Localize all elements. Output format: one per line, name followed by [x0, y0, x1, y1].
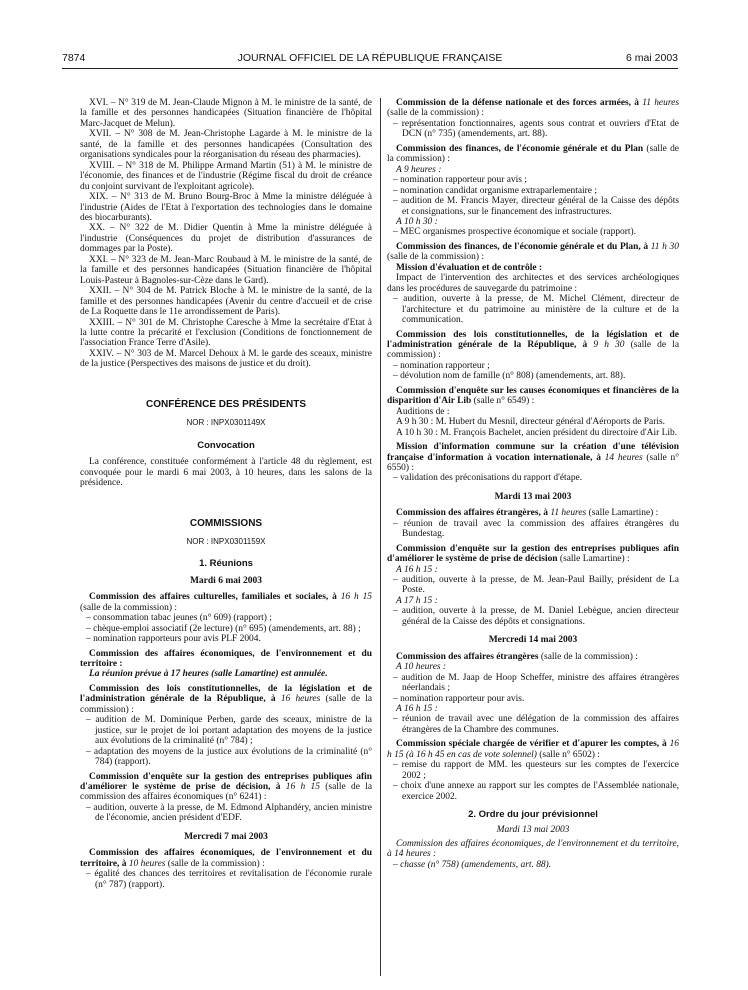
agenda-item: – choix d'une annexe au rapport sur les comptes de l'Assemblée nationale, exercice 2002. [393, 781, 679, 802]
commission-entry: Commission des finances, de l'économie générale et du Plan (salle de la commission) : [387, 143, 679, 165]
agenda-item: – dévolution nom de famille (n° 808) (amendements, art. 88). [393, 371, 626, 382]
left-column [80, 98, 372, 890]
agenda-item: – audition de M. Dominique Perben, garde des sceaux, ministre de la justice, sur le projet de loi portant adaptation des moyens de la justice aux évolutions de la criminalité (n° 784) ; [86, 715, 372, 747]
day-heading: Mardi 13 mai 2003 [496, 824, 570, 835]
agenda-item: – audition de M. Francis Mayer, directeur général de la Caisse des dépôts et consignations, sur le financement des infrastructures. [393, 196, 679, 217]
question-list [80, 98, 372, 370]
issue-date: 6 mai 2003 [626, 52, 678, 64]
audition-item: A 9 h 30 : M. Hubert du Mesnil, directeur général d'Aéroports de Paris. [396, 417, 666, 428]
time-slot: A 9 heures : [396, 164, 442, 175]
agenda-item: – réunion de travail avec une délégation de la commission des affaires étrangères de la Chambre des communes. [393, 714, 679, 735]
commission-entry: Commission d'enquête sur la gestion des entreprises publiques afin d'améliorer le système de prise de décision (salle Lamartine) : [387, 543, 679, 565]
question-item: XVI. – N° 319 de M. Jean-Claude Mignon à M. le ministre de la santé, de la famille et des personnes handicapées (Situation financière de l'hôpital Marc-Jacquet de Melun). [80, 98, 372, 129]
question-item: XVIII. – N° 318 de M. Philippe Armand Martin (51) à M. le ministre de l'économie, des finances et de l'industrie (Régime fiscal du droit de créance du conjoint survivant de l'exploitant agricole). [80, 160, 372, 192]
right-column [387, 98, 679, 870]
commission-entry: Commission des affaires étrangères (salle de la commission) : [396, 651, 638, 662]
time-slot: A 10 h 30 : [396, 216, 438, 227]
auditions-label: Auditions de : [396, 406, 450, 417]
reunions-heading: 1. Réunions [199, 558, 253, 570]
commission-entry: Commission d'enquête sur la gestion des entreprises publiques afin d'améliorer le système de prise de décision, à 16 h 15 (salle de la commission des affaires économiques (n° 6241) : [80, 771, 373, 803]
agenda-item: – nomination candidat organisme extraparlementaire ; [393, 185, 597, 196]
time-slot: A 17 h 15 : [396, 595, 438, 606]
cancellation-note: La réunion prévue à 17 heures (salle Lamartine) est annulée. [89, 669, 328, 680]
convocation-heading: Convocation [197, 439, 255, 451]
agenda-item: – nomination rapporteur pour avis. [393, 693, 525, 704]
commissions-nor: NOR : INPX0301159X [186, 536, 266, 546]
question-item: XXIV. – N° 303 de M. Marcel Dehoux à M. le garde des sceaux, ministre de la justice (Perspectives des maisons de justice et du droit). [80, 348, 372, 370]
agenda-item: – validation des préconisations du rapport d'étape. [393, 473, 583, 484]
commission-entry: Commission de la défense nationale et des forces armées, à 11 heures (salle de la commission) : [387, 98, 680, 119]
agenda-item: – audition, ouverte à la presse, de M. Jean-Paul Bailly, président de La Poste. [393, 575, 679, 596]
agenda-item: – audition de M. Jaap de Hoop Scheffer, ministre des affaires étrangères néerlandais ; [393, 672, 679, 694]
time-slot: A 10 heures : [396, 662, 447, 673]
question-item: XXII. – N° 304 de M. Patrick Bloche à M. le ministre de la santé, de la famille et des personnes handicapées (Avenir du centre d'accueil et de crise de La Roquette dans le 11e arrondissement de Paris). [80, 286, 372, 318]
page-header [62, 52, 678, 68]
agenda-item: – consommation tabac jeunes (n° 609) (rapport) ; [86, 613, 272, 624]
page-number: 7874 [62, 52, 86, 64]
commissions-title: COMMISSIONS [189, 517, 263, 529]
agenda-item: – nomination rapporteur ; [393, 360, 490, 371]
agenda-item: – adaptation des moyens de la justice aux évolutions de la criminalité (n° 784) (rapport). [86, 746, 372, 768]
agenda-item: – audition, ouverte à la presse, de M. Michel Clément, directeur de l'architecture et du patrimoine au ministère de la culture et de la communication. [393, 294, 679, 326]
commission-entry: Commission des affaires économiques, de l'environnement et du territoire : [80, 648, 372, 670]
question-item: XVII. – N° 308 de M. Jean-Christophe Lagarde à M. le ministre de la santé, de la famille et des personnes handicapées (Consultation des organisations syndicales pour la réorganisation du réseau des pharmacies). [80, 129, 372, 161]
day-heading: Mardi 13 mai 2003 [494, 491, 572, 502]
journal-title: JOURNAL OFFICIEL DE LA RÉPUBLIQUE FRANÇAISE [237, 52, 503, 64]
time-slot: A 16 h 15 : [396, 704, 438, 715]
day-heading: Mercredi 7 mai 2003 [184, 831, 268, 842]
header-rule [62, 68, 678, 69]
agenda-item: – chèque-emploi associatif (2e lecture) (n° 695) (amendements, art. 88) ; [86, 623, 361, 634]
commission-entry: Commission des affaires culturelles, familiales et sociales, à 16 h 15 (salle de la commission) : [80, 592, 372, 613]
agenda-item: – remise du rapport de MM. les questeurs sur les comptes de l'exercice 2002 ; [393, 760, 679, 781]
agenda-item: – réunion de travail avec la commission des affaires étrangères du Bundestag. [393, 518, 679, 540]
commission-entry: Commission des affaires économiques, de l'environnement et du territoire, à 14 heures : [387, 839, 679, 860]
commission-entry: Commission des affaires économiques, de l'environnement et du territoire, à 10 heures (salle de la commission) : [80, 848, 372, 869]
agenda-item: – égalité des chances des territoires et revitalisation de l'économie rurale (n° 787) (rapport). [86, 869, 372, 890]
agenda-item: – MEC organismes prospective économique et sociale (rapport). [393, 227, 637, 238]
time-slot: A 16 h 15 : [396, 564, 438, 575]
commission-entry: Commission d'enquête sur les causes économiques et financières de la disparition d'Air Lib (salle n° 6549) : [387, 385, 679, 407]
conference-title: CONFÉRENCE DES PRÉSIDENTS [145, 398, 307, 410]
convocation-text: La conférence, constituée conformément à l'article 48 du règlement, est convoquée pour le mardi 6 mai 2003, à 10 heures, dans les salons de la présidence. [80, 457, 372, 489]
commission-entry: Mission d'information commune sur la création d'une télévision française d'information à vocation internationale, à 14 heures (salle n° 6550) : [387, 442, 680, 473]
agenda-item: – chasse (n° 758) (amendements, art. 88). [393, 859, 552, 870]
mission-heading: Mission d'évaluation et de contrôle : [396, 262, 543, 273]
day-heading: Mercredi 14 mai 2003 [488, 635, 578, 646]
agenda-item: – nomination rapporteur pour avis ; [393, 175, 527, 186]
question-item: XXIII. – N° 301 de M. Christophe Caresche à Mme la secrétaire d'Etat à la lutte contre la précarité et l'exclusion (Conditions de fonctionnement de l'association France Terre d'Asile). [80, 317, 372, 349]
commission-entry: Commission des finances, de l'économie générale et du Plan, à 11 h 30 (salle de la commission) : [387, 241, 679, 263]
commission-entry: Commission des lois constitutionnelles, de la législation et de l'administration générale de la République, à 16 heures (salle de la commission) : [80, 683, 373, 715]
conference-nor: NOR : INPX0301149X [186, 418, 266, 428]
day-heading: Mardi 6 mai 2003 [189, 575, 263, 586]
ordre-heading: 2. Ordre du jour prévisionnel [468, 809, 598, 821]
mission-description: Impact de l'intervention des architectes et des services archéologiques dans les procédures de sauvegarde du patrimoine : [387, 273, 679, 294]
agenda-item: – audition, ouverte à la presse, de M. Edmond Alphandéry, ancien ministre de l'économie, ancien président d'EDF. [86, 802, 372, 824]
commission-entry: Commission spéciale chargée de vérifier et d'apurer les comptes, à 16 h 15 (à 16 h 45 en cas de vote solennel) (salle n° 6502) : [387, 739, 680, 760]
agenda-item: – nomination rapporteurs pour avis PLF 2004. [86, 634, 261, 645]
question-item: XXI. – N° 323 de M. Jean-Marc Roubaud à M. le ministre de la santé, de la famille et des personnes handicapées (Situation financière de l'hôpital Louis-Pasteur à Bagnoles-sur-Cèze dans le Gard). [80, 254, 372, 286]
column-divider [380, 98, 381, 976]
agenda-item: – audition, ouverte à la presse, de M. Daniel Lebègue, ancien directeur général de la Caisse des dépôts et consignations. [393, 606, 679, 627]
question-item: XIX. – N° 313 de M. Bruno Bourg-Broc à Mme la ministre déléguée à l'industrie (Aides de l'Etat à l'exportation des technologies dans le domaine des biocarburants). [80, 192, 372, 223]
question-item: XX. – N° 322 de M. Didier Quentin à Mme la ministre déléguée à l'industrie (Conséquences du projet de distribution d'assurances de dommages par la Poste). [80, 223, 372, 255]
agenda-item: – représentation fonctionnaires, agents sous contrat et ouvriers d'Etat de DCN (n° 735) (amendements, art. 88). [393, 118, 679, 140]
audition-item: A 10 h 30 : M. François Bachelet, ancien président du directoire d'Air Lib. [396, 427, 678, 438]
commission-entry: Commission des lois constitutionnelles, de la législation et de l'administration générale de la République, à 9 h 30 (salle de la commission) : [387, 329, 680, 361]
commission-entry: Commission des affaires étrangères, à 11 heures (salle Lamartine) : [396, 508, 659, 519]
